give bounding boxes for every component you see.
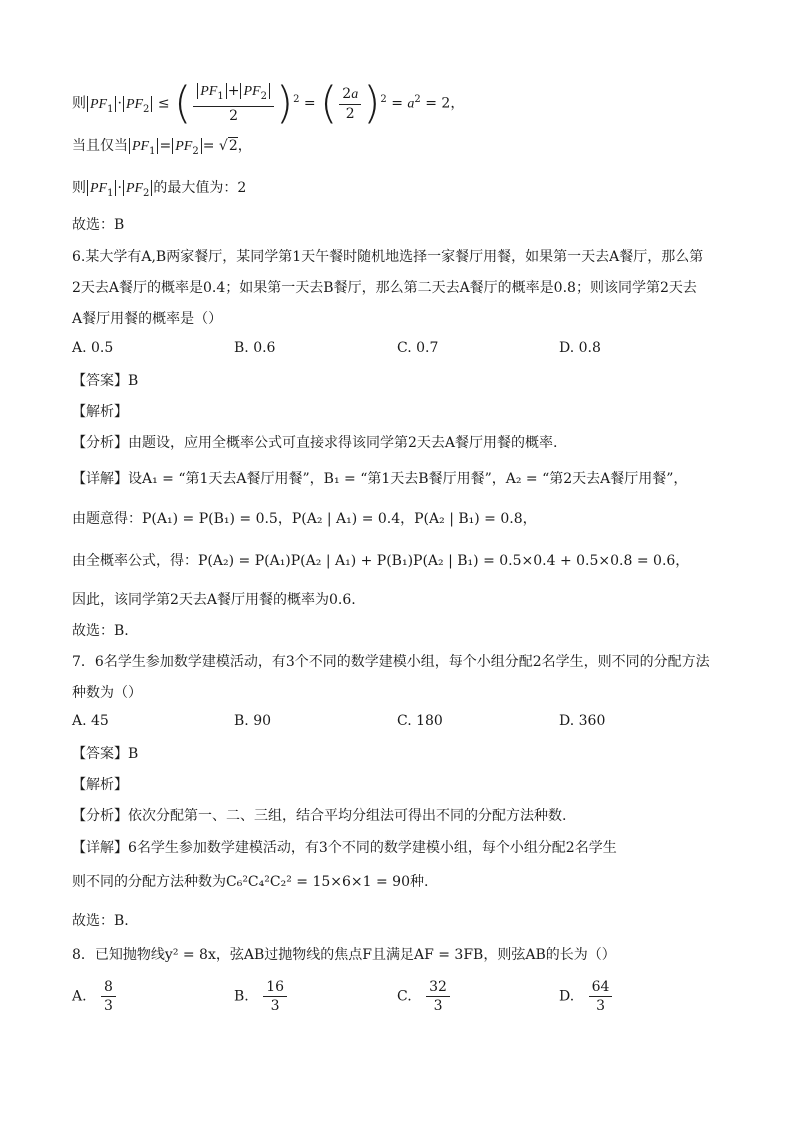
q6-option-d: D. 0.8: [559, 340, 601, 356]
q8-option-d: [559, 978, 614, 1015]
max-value-text: 的最大值为：2: [153, 180, 247, 196]
q7-fenxi: 【分析】依次分配第一、二、三组，结合平均分组法可得出不同的分配方法种数.: [72, 808, 567, 824]
q8-option-b: [234, 978, 289, 1015]
max-value-line: 则 $PF_1 \cdot PF_2$ 的最大值为：2: [72, 180, 247, 199]
comma: ，: [450, 95, 465, 112]
q7-stem-1: 7．6名学生参加数学建模活动，有3个不同的数学建模小组，每个小组分配2名学生，则不同的分配方法: [72, 654, 710, 670]
q6-stem-3: A餐厅用餐的概率是（）: [72, 311, 223, 327]
inequality-line: 则 $PF_1 \cdot PF_2$ ≤ ( $\frac{PF_1 + PF_2}{2}$ )$^2$ = ( $\frac{2a}{2}$ )$^2 = a^2 = 2$，: [72, 77, 465, 129]
q8-option-a-label: A.: [72, 988, 87, 1005]
q6-option-c: C. 0.7: [397, 340, 439, 356]
equals-2: = 2: [425, 95, 451, 112]
q8-option-d-den: 3: [596, 998, 606, 1014]
q8-option-b-den: 3: [270, 998, 280, 1014]
q7-answer: 【答案】B: [72, 746, 139, 762]
q6-analysis-label: 【解析】: [72, 404, 128, 420]
q8-option-c-label: C.: [397, 988, 412, 1005]
q6-option-b: B. 0.6: [234, 340, 276, 356]
q8-option-a: [72, 978, 118, 1015]
q6-detail-4: 因此，该同学第2天去A餐厅用餐的概率为0.6.: [72, 592, 356, 608]
q7-option-a: A. 45: [72, 713, 109, 729]
q6-option-a: A. 0.5: [72, 340, 114, 356]
2a-fraction: $\frac{2a}{2}$: [339, 85, 361, 123]
pf1-abs: $PF_1$: [87, 96, 116, 112]
q6-answer: 【答案】B: [72, 373, 139, 389]
q8-option-a-num: 8: [101, 978, 116, 997]
text-ze: 则: [72, 95, 86, 112]
q6-choose: 故选：B.: [72, 623, 129, 639]
text-ze: 则: [72, 180, 86, 196]
q6-stem-1: 6.某大学有A,B两家餐厅，某同学第1天午餐时随机地选择一家餐厅用餐，如果第一天去A餐厅，那么第: [72, 249, 704, 265]
leq-sign: ≤: [157, 95, 170, 112]
q6-detail-1: 【详解】设A₁ = “第1天去A餐厅用餐”，B₁ = “第1天去B餐厅用餐”，A₂ = “第2天去A餐厅用餐”，: [72, 471, 688, 487]
q7-option-c: C. 180: [397, 713, 443, 729]
q6-fenxi: 【分析】由题设，应用全概率公式可直接求得该同学第2天去A餐厅用餐的概率.: [72, 435, 558, 451]
text-dangqiejin: 当且仅当: [72, 138, 128, 154]
q8-option-d-num: 64: [589, 978, 613, 997]
q5-choose: 故选：B: [72, 217, 125, 233]
q6-detail-2: 由题意得：P(A₁) = P(B₁) = 0.5，P(A₂ | A₁) = 0.4，P(A₂ | B₁) = 0.8，: [72, 511, 537, 527]
comma: ，: [237, 138, 252, 154]
q8-option-c-den: 3: [433, 998, 443, 1014]
q7-stem-2: 种数为（）: [72, 685, 142, 701]
q8-stem: 8．已知抛物线y² = 8x，弦AB过抛物线的焦点F且满足AF = 3FB，则弦AB的长为（）: [72, 947, 616, 963]
q7-options: [72, 713, 722, 737]
q6-options: [72, 340, 722, 364]
q7-detail-2: 则不同的分配方法种数为C₆²C₄²C₂² = 15×6×1 = 90种.: [72, 874, 429, 890]
q6-detail-3: 由全概率公式，得：P(A₂) = P(A₁)P(A₂ | A₁) + P(B₁)P(A₂ | B₁) = 0.5×0.4 + 0.5×0.8 = 0.6，: [72, 553, 690, 569]
q8-option-b-num: 16: [263, 978, 287, 997]
q7-option-d: D. 360: [559, 713, 606, 729]
q8-option-d-label: D.: [559, 988, 575, 1005]
avg-fraction: $\frac{PF_1 + PF_2}{2}$: [193, 82, 274, 125]
q8-option-b-label: B.: [234, 988, 249, 1005]
q7-analysis-label: 【解析】: [72, 777, 128, 793]
q6-stem-2: 2天去A餐厅的概率是0.4；如果第一天去B餐厅，那么第二天去A餐厅的概率是0.8；则该同学第2天去: [72, 280, 697, 296]
q8-option-c: [397, 978, 452, 1015]
q7-option-b: B. 90: [234, 713, 272, 729]
q8-option-c-num: 32: [426, 978, 450, 997]
pf2-abs: $PF_2$: [123, 96, 152, 112]
q8-options: [72, 978, 722, 1022]
q7-choose: 故选：B.: [72, 913, 129, 929]
equality-condition-line: 当且仅当 $PF_1 = PF_2 = √2$，: [72, 138, 252, 157]
q8-option-a-den: 3: [104, 998, 113, 1014]
q7-detail-1: 【详解】6名学生参加数学建模活动，有3个不同的数学建模小组，每个小组分配2名学生: [72, 840, 617, 856]
